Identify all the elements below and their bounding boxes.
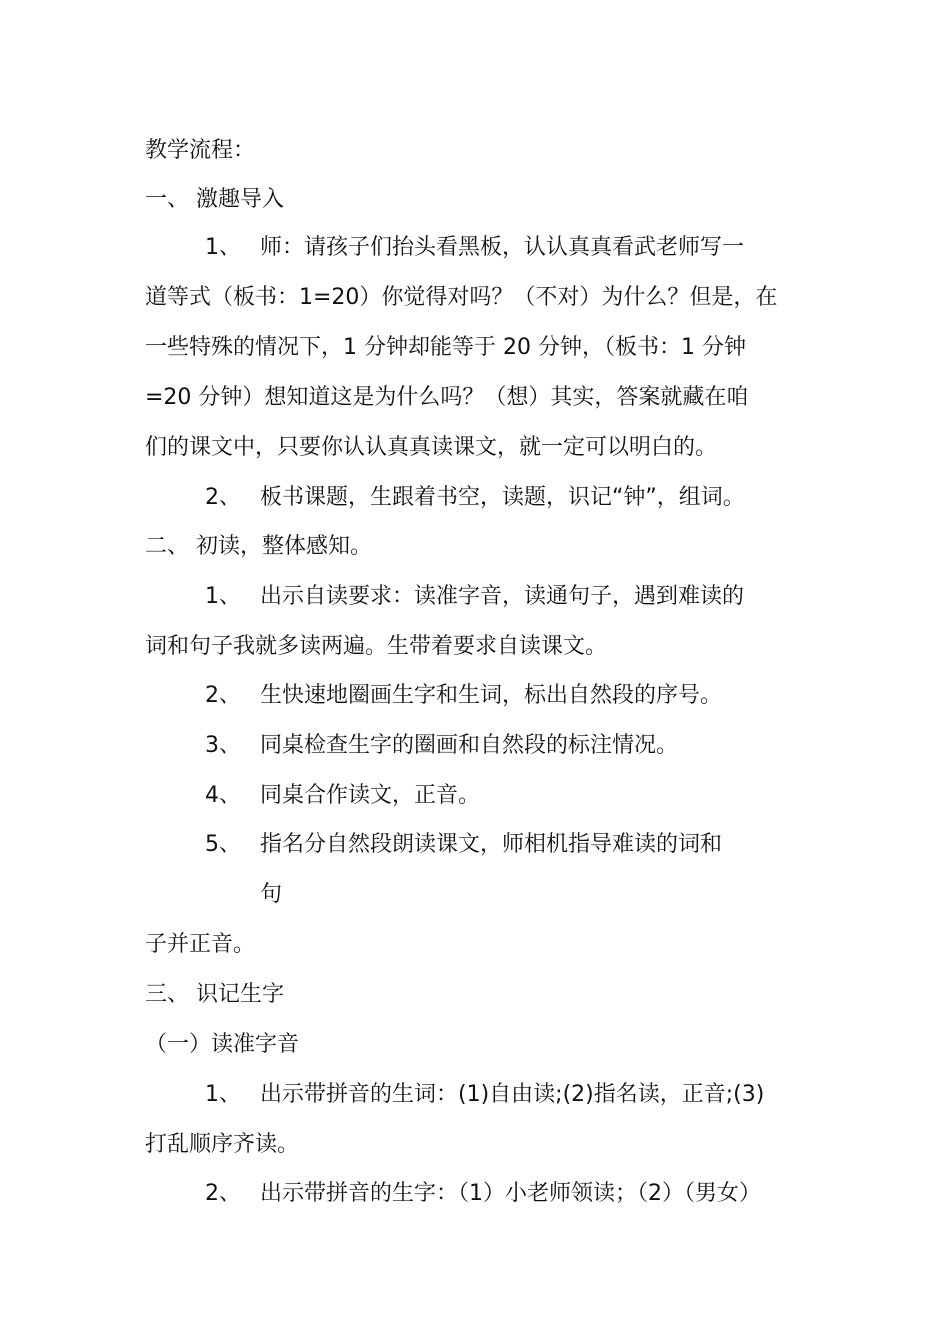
s3-item-2-line-1: 出示带拼音的生字：（1）小老师领读；（2）（男女）: [260, 1181, 761, 1206]
s2-item-2-line-1: 生快速地圈画生字和生词，标出自然段的序号。: [260, 683, 723, 708]
s1-item-1-line-1: 师：请孩子们抬头看黑板，认认真真看武老师写一: [260, 235, 745, 260]
s1-item-1-line-4: =20 分钟）想知道这是为什么吗？（想）其实，答案就藏在咱: [145, 385, 749, 410]
s3-item-1-line-2: 打乱顺序齐读。: [145, 1132, 300, 1157]
s2-item-3-number: 3、: [205, 733, 241, 758]
s2-item-4-number: 4、: [205, 783, 241, 808]
s2-item-1-line-1: 出示自读要求：读准字音，读通句子，遇到难读的: [260, 584, 745, 609]
s1-item-1-line-2: 道等式（板书：1=20）你觉得对吗？（不对）为什么？但是，在: [145, 285, 778, 310]
s1-item-1-number: 1、: [205, 235, 241, 260]
s2-item-4-line-1: 同桌合作读文，正音。: [260, 783, 481, 808]
s3-item-1-number: 1、: [205, 1082, 241, 1107]
s2-item-5-number: 5、: [205, 832, 241, 857]
section-2-title: 二、 初读，整体感知。: [145, 534, 372, 559]
s2-item-3-line-1: 同桌检查生字的圈画和自然段的标注情况。: [260, 733, 679, 758]
s1-item-2-line-1: 板书课题，生跟着书空，读题，识记“钟”，组词。: [260, 485, 745, 510]
s3-subsection-1-title: （一）读准字音: [145, 1032, 300, 1057]
s1-item-1-line-5: 们的课文中，只要你认认真真读课文，就一定可以明白的。: [145, 435, 718, 460]
section-3-title: 三、 识记生字: [145, 982, 284, 1007]
s2-item-2-number: 2、: [205, 683, 241, 708]
doc-heading: 教学流程：: [145, 138, 256, 163]
section-1-title: 一、 激趣导入: [145, 187, 284, 212]
s1-item-1-line-3: 一些特殊的情况下，1 分钟却能等于 20 分钟，（板书：1 分钟: [145, 335, 746, 360]
s2-item-5-line-3: 子并正音。: [145, 932, 256, 957]
s2-item-1-line-2: 词和句子我就多读两遍。生带着要求自读课文。: [145, 634, 608, 659]
s3-item-2-number: 2、: [205, 1181, 241, 1206]
s1-item-2-number: 2、: [205, 485, 241, 510]
s2-item-5-line-2: 句: [260, 882, 283, 907]
s2-item-5-line-1: 指名分自然段朗读课文，师相机指导难读的词和: [260, 832, 723, 857]
s2-item-1-number: 1、: [205, 584, 241, 609]
s3-item-1-line-1: 出示带拼音的生词：(1)自由读;(2)指名读，正音;(3): [260, 1082, 765, 1107]
